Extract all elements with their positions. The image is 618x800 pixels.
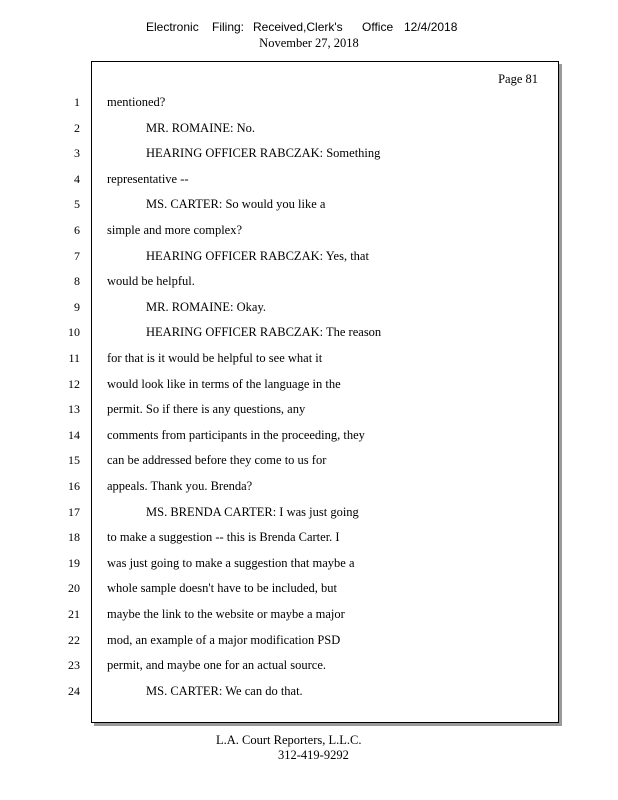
line-number: 12	[68, 377, 80, 391]
line-number: 14	[68, 428, 80, 442]
line-text: can be addressed before they come to us for	[107, 453, 327, 467]
line-number: 4	[74, 172, 80, 186]
line-text: simple and more complex?	[107, 223, 243, 237]
line-text: would be helpful.	[107, 274, 195, 288]
line-text: was just going to make a suggestion that maybe a	[107, 556, 355, 570]
line-text: MS. CARTER: So would you like a	[146, 197, 326, 211]
page-number: Page 81	[498, 72, 538, 86]
line-number: 9	[74, 300, 80, 314]
line-number: 19	[68, 556, 80, 570]
line-number: 18	[68, 530, 80, 544]
line-text: MS. CARTER: We can do that.	[146, 684, 303, 698]
stamp-word: Electronic	[146, 20, 199, 34]
line-text: appeals. Thank you. Brenda?	[107, 479, 253, 493]
line-number: 21	[68, 607, 80, 621]
line-number: 1	[74, 95, 80, 109]
line-text: whole sample doesn't have to be included, but	[107, 581, 337, 595]
line-text: comments from participants in the proceeding, they	[107, 428, 365, 442]
line-number: 10	[68, 325, 80, 339]
header-date: November 27, 2018	[259, 36, 359, 50]
line-text: for that is it would be helpful to see what it	[107, 351, 323, 365]
line-text: mod, an example of a major modification PSD	[107, 633, 341, 647]
line-text: MR. ROMAINE: Okay.	[146, 300, 267, 314]
footer-phone-text: 312-419-9292	[278, 748, 349, 762]
line-number: 3	[74, 146, 80, 160]
line-number: 15	[68, 453, 80, 467]
stamp-word: 12/4/2018	[404, 20, 458, 34]
line-text: permit, and maybe one for an actual source.	[107, 658, 327, 672]
line-number: 6	[74, 223, 80, 237]
line-text: permit. So if there is any questions, any	[107, 402, 306, 416]
line-number: 13	[68, 402, 80, 416]
stamp-word: Received,Clerk's	[253, 20, 343, 34]
line-text: representative --	[107, 172, 189, 186]
line-number: 2	[74, 121, 80, 135]
line-number: 16	[68, 479, 80, 493]
line-number: 20	[68, 581, 80, 595]
line-number: 5	[74, 197, 80, 211]
line-text: would look like in terms of the language in the	[107, 377, 341, 391]
line-text: MR. ROMAINE: No.	[146, 121, 256, 135]
footer-company-text: L.A. Court Reporters, L.L.C.	[216, 733, 362, 747]
line-text: maybe the link to the website or maybe a major	[107, 607, 345, 621]
line-number: 17	[68, 505, 80, 519]
line-text: mentioned?	[107, 95, 166, 109]
stamp-word: Filing:	[212, 20, 245, 34]
line-number: 22	[68, 633, 80, 647]
line-number: 7	[74, 249, 80, 263]
stamp-word: Office	[362, 20, 394, 34]
line-text: HEARING OFFICER RABCZAK: Yes, that	[146, 249, 369, 263]
line-text: MS. BRENDA CARTER: I was just going	[146, 505, 359, 519]
line-text: HEARING OFFICER RABCZAK: The reason	[146, 325, 382, 339]
line-text: to make a suggestion -- this is Brenda Carter. I	[107, 530, 340, 544]
line-number: 24	[68, 684, 80, 698]
line-number: 23	[68, 658, 80, 672]
line-number: 11	[68, 351, 80, 365]
line-text: HEARING OFFICER RABCZAK: Something	[146, 146, 381, 160]
line-number: 8	[74, 274, 80, 288]
